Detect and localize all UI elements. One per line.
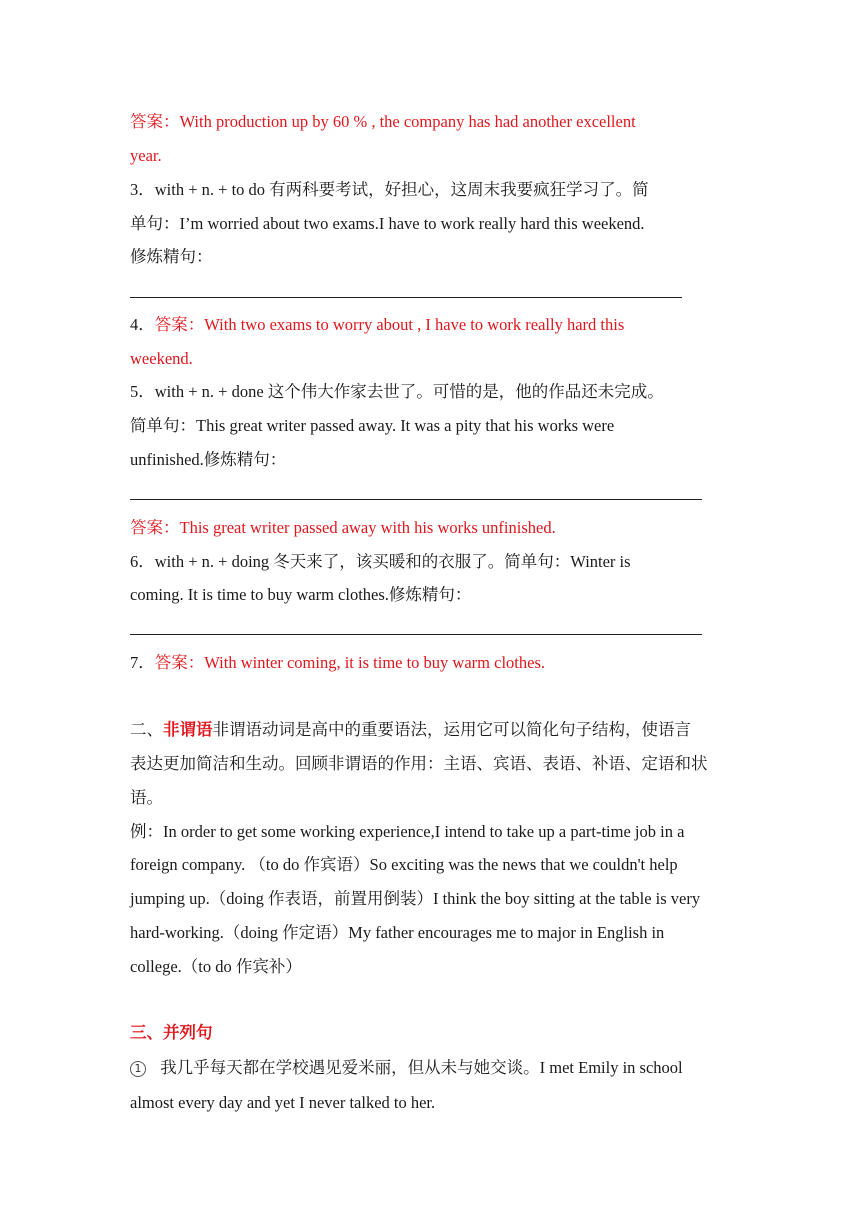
item-7-answer-text: 答案：With winter coming, it is time to buy warm clothes. bbox=[154, 653, 545, 672]
answer-blank-rule bbox=[130, 499, 702, 500]
example-line-3: jumping up.（doing 作表语，前置用倒装）I think the boy sitting at the table is very bbox=[130, 889, 701, 908]
item-3-prompt: 3．with + n. + to do 有两科要考试，好担心，这周末我要疯狂学习了。简 bbox=[130, 180, 649, 199]
circled-number-1: 1 bbox=[130, 1061, 146, 1077]
section-3-item-1-cont: almost every day and yet I never talked to her. bbox=[130, 1093, 436, 1112]
item-3-refine-label: 修炼精句： bbox=[130, 247, 213, 266]
section-2-title: 非谓语 bbox=[163, 720, 213, 739]
section-3-item-1-text: 我几乎每天都在学校遇见爱米丽，但从未与她交谈。I met Emily in school bbox=[160, 1058, 683, 1077]
section-2-text: 非谓语动词是高中的重要语法，运用它可以简化句子结构，使语言 bbox=[212, 720, 691, 739]
item-5-answer: 答案：This great writer passed away with his works unfinished. bbox=[130, 518, 556, 537]
item-5-prompt: 5．with + n. + done 这个伟大作家去世了。可惜的是，他的作品还未完成。 bbox=[130, 382, 664, 401]
answer-blank-rule bbox=[130, 634, 702, 635]
item-5-refine-label: unfinished.修炼精句： bbox=[130, 450, 287, 469]
example-line-4: hard-working.（doing 作定语）My father encourages me to major in English in bbox=[130, 923, 665, 942]
item-7-number: 7． bbox=[130, 653, 155, 672]
item-7-answer bbox=[130, 651, 740, 675]
item-5-simple-sentence: 简单句：This great writer passed away. It was a pity that his works were bbox=[130, 416, 615, 435]
section-3-item-1 bbox=[130, 1056, 740, 1080]
answer-line-production-cont: year. bbox=[130, 146, 162, 165]
section-2-text-cont: 表达更加简洁和生动。回顾非谓语的作用：主语、宾语、表语、补语、定语和状 bbox=[130, 754, 708, 773]
section-2-intro bbox=[130, 718, 740, 742]
item-4-answer bbox=[130, 313, 740, 337]
item-6-prompt: 6．with + n. + doing 冬天来了，该买暖和的衣服了。简单句：Winter is bbox=[130, 552, 631, 571]
answer-blank-rule bbox=[130, 297, 682, 298]
item-3-simple-sentence: 单句：I’m worried about two exams.I have to work really hard this weekend. bbox=[130, 214, 645, 233]
example-line-5: college.（to do 作宾补） bbox=[130, 957, 302, 976]
item-4-answer-cont: weekend. bbox=[130, 349, 193, 368]
example-line-1: 例：In order to get some working experience,I intend to take up a part-time job in a bbox=[130, 822, 685, 841]
answer-line-production: 答案：With production up by 60 % , the company has had another excellent bbox=[130, 112, 636, 131]
item-6-simple-sentence: coming. It is time to buy warm clothes.修炼精句： bbox=[130, 585, 472, 604]
section-3-title: 三、并列句 bbox=[130, 1023, 213, 1042]
example-line-2: foreign company. （to do 作宾语）So exciting was the news that we couldn't help bbox=[130, 855, 678, 874]
section-2-text-end: 语。 bbox=[130, 788, 163, 807]
item-4-answer-text: 答案：With two exams to worry about , I have to work really hard this bbox=[154, 315, 625, 334]
section-2-number: 二、 bbox=[130, 720, 163, 739]
item-4-number: 4． bbox=[130, 315, 155, 334]
